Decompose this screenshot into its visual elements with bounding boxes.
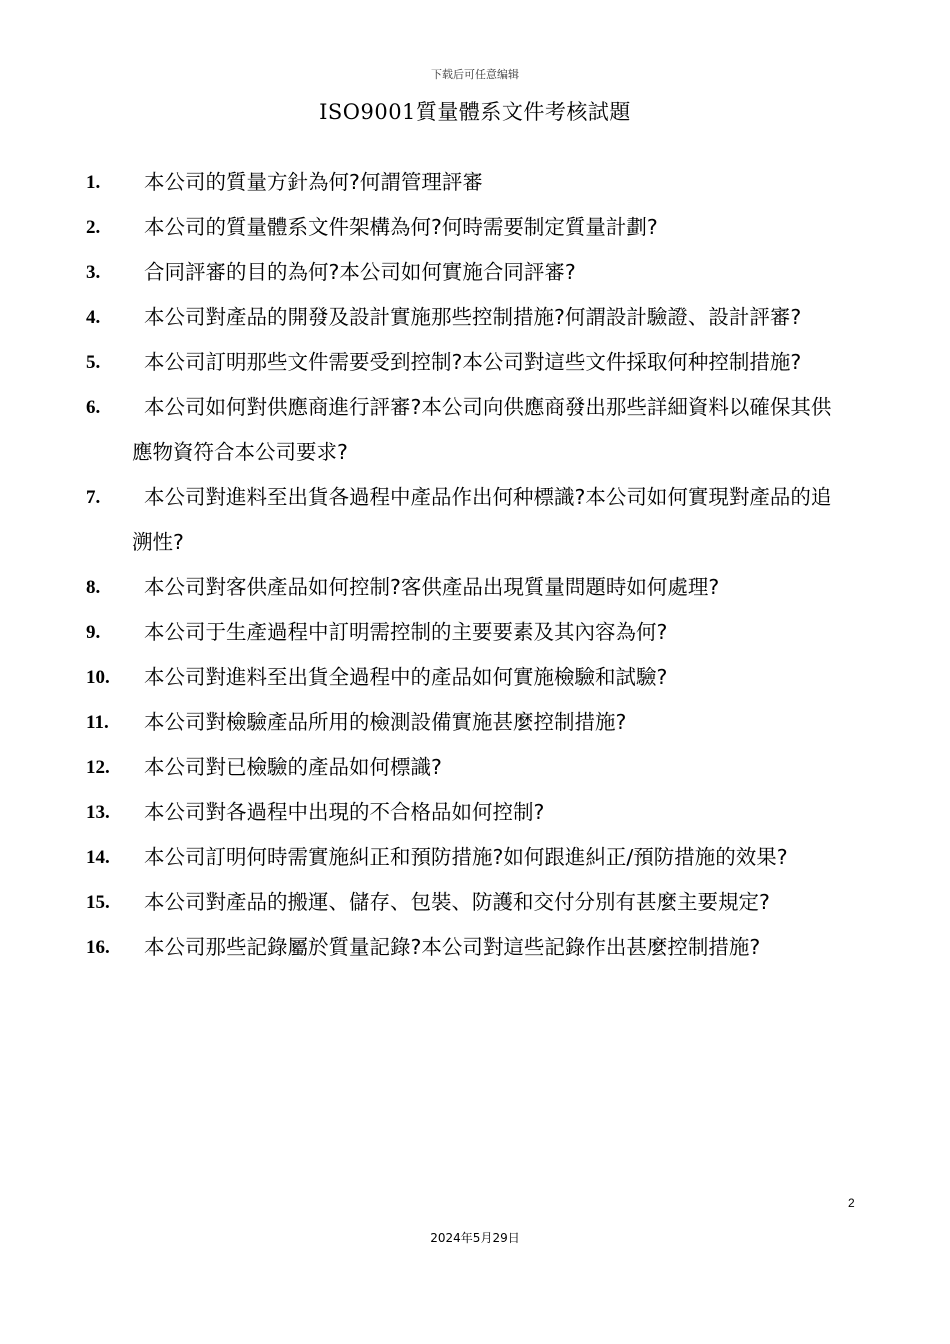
question-text: 本公司對檢驗產品所用的檢測設備實施甚麼控制措施? (144, 710, 627, 734)
page-number: 2 (848, 1196, 855, 1210)
question-number: 2. (86, 217, 101, 238)
question-text: 本公司如何對供應商進行評審?本公司向供應商發出那些詳細資料以確保其供 (144, 395, 832, 419)
header-note: 下载后可任意编辑 (431, 68, 519, 81)
question-list (0, 160, 950, 970)
question-item (0, 790, 950, 835)
question-text: 合同評審的目的為何?本公司如何實施合同評審? (144, 260, 576, 284)
question-item (0, 835, 950, 880)
question-number: 9. (86, 622, 101, 643)
question-number: 10. (86, 667, 110, 688)
question-text: 本公司對已檢驗的產品如何標識? (144, 755, 442, 779)
question-text: 本公司對進料至出貨全過程中的產品如何實施檢驗和試驗? (144, 665, 668, 689)
question-number: 11. (86, 712, 109, 733)
question-number: 12. (86, 757, 110, 778)
footer-date: 2024年5月29日 (430, 1231, 520, 1245)
question-number: 15. (86, 892, 110, 913)
question-number: 5. (86, 352, 101, 373)
question-text: 本公司對進料至出貨各過程中產品作出何种標識?本公司如何實現對產品的追 (144, 485, 832, 509)
question-item (0, 655, 950, 700)
question-text: 本公司訂明何時需實施糾正和預防措施?如何跟進糾正/預防措施的效果? (144, 845, 788, 869)
question-text: 本公司于生產過程中訂明需控制的主要要素及其內容為何? (144, 620, 668, 644)
question-text: 本公司對產品的開發及設計實施那些控制措施?何謂設計驗證、設計評審? (144, 305, 802, 329)
question-number: 3. (86, 262, 101, 283)
question-text: 本公司那些記錄屬於質量記錄?本公司對這些記錄作出甚麼控制措施? (144, 935, 761, 959)
question-text: 本公司對客供產品如何控制?客供產品出現質量問題時如何處理? (144, 575, 720, 599)
question-number: 16. (86, 937, 110, 958)
question-number: 13. (86, 802, 110, 823)
question-text: 本公司訂明那些文件需要受到控制?本公司對這些文件採取何种控制措施? (144, 350, 802, 374)
question-number: 1. (86, 172, 101, 193)
question-number: 4. (86, 307, 101, 328)
question-item (0, 385, 950, 475)
question-text: 本公司的質量方針為何?何謂管理評審 (144, 170, 483, 194)
question-number: 8. (86, 577, 101, 598)
question-item (0, 250, 950, 295)
question-item (0, 610, 950, 655)
question-item (0, 565, 950, 610)
question-item (0, 295, 950, 340)
question-item (0, 340, 950, 385)
question-item (0, 745, 950, 790)
question-number: 6. (86, 397, 101, 418)
question-number: 7. (86, 487, 101, 508)
question-continuation: 溯性? (132, 530, 184, 554)
question-text: 本公司對各過程中出現的不合格品如何控制? (144, 800, 545, 824)
question-item (0, 475, 950, 565)
question-item (0, 700, 950, 745)
question-item (0, 160, 950, 205)
question-item (0, 205, 950, 250)
question-continuation: 應物資符合本公司要求? (132, 440, 348, 464)
question-text: 本公司的質量體系文件架構為何?何時需要制定質量計劃? (144, 215, 658, 239)
page-title: ISO9001質量體系文件考核試題 (319, 100, 631, 124)
question-item (0, 925, 950, 970)
question-item (0, 880, 950, 925)
question-number: 14. (86, 847, 110, 868)
question-text: 本公司對產品的搬運、儲存、包裝、防護和交付分別有甚麼主要規定? (144, 890, 770, 914)
